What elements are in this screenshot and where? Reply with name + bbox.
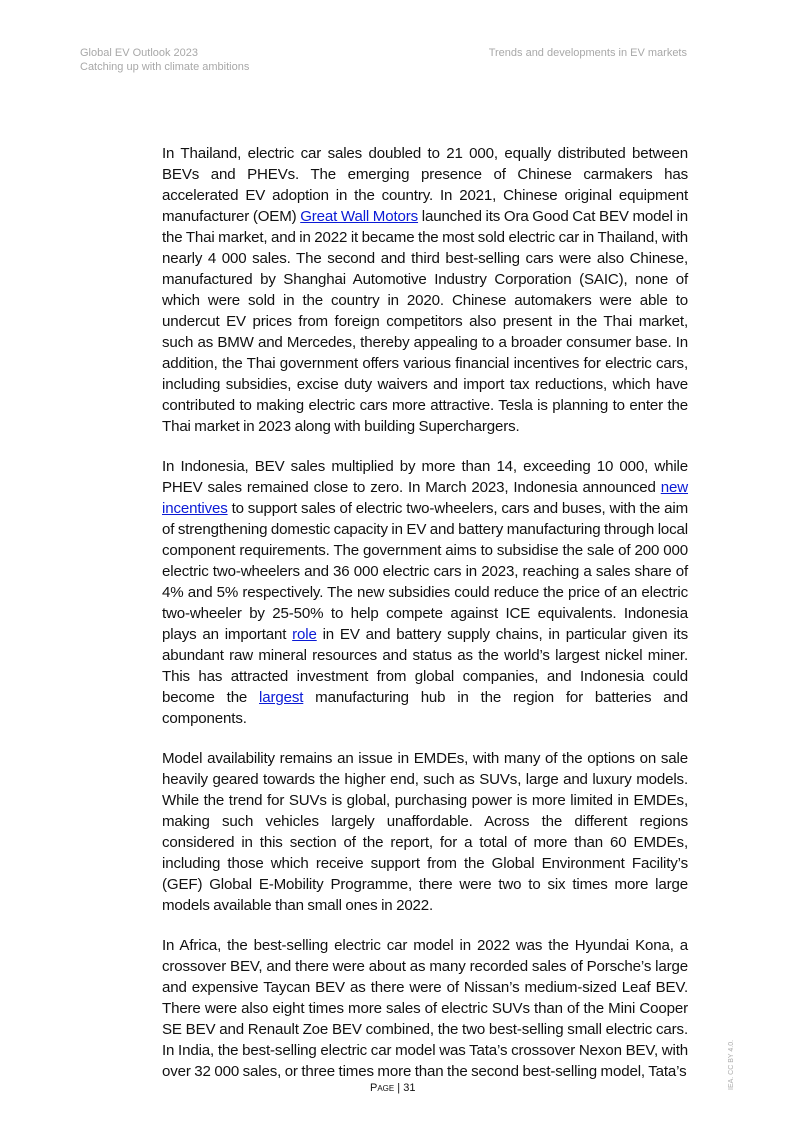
link-new-incentives[interactable]: new incentives bbox=[162, 479, 688, 517]
report-subtitle: Catching up with climate ambitions bbox=[80, 60, 250, 73]
text-segment: to support sales of electric two-wheelers, cars and buses, with the aim of strengthening domestic capacity in EV and battery manufacturing through local component requirements. The government aims to subsidise the sale of 200 000 electric two-wheelers and 36 000 electric cars in 2023, reaching a sales share of 4% and 5% respectively. The new subsidies could reduce the price of an electric two-wheeler by 25-50% to help compete against ICE equivalents. Indonesia plays an important bbox=[162, 500, 688, 643]
paragraph-indonesia bbox=[162, 456, 688, 729]
link-largest[interactable]: largest bbox=[259, 689, 304, 706]
page-label: Page bbox=[370, 1082, 395, 1094]
link-role[interactable]: role bbox=[292, 626, 317, 643]
running-header-left bbox=[80, 47, 249, 74]
text-segment: Model availability remains an issue in EMDEs, with many of the options on sale heavily geared towards the higher end, such as SUVs, large and luxury models. While the trend for SUVs is global, purchasing power is more limited in EMDEs, making such vehicles largely unaffordable. Across the different regions considered in this section of the report, for a total of more than 60 EMDEs, including those which receive support from the Global Environment Facility’s (GEF) Global E-Mobility Programme, there were two to six times more large models available than small ones in 2022. bbox=[162, 750, 688, 914]
text-segment: launched its Ora Good Cat BEV model in the Thai market, and in 2022 it became the most sold electric car in Thailand, with nearly 4 000 sales. The second and third best-selling cars were also Chinese, manufactured by Shanghai Automotive Industry Corporation (SAIC), none of which were sold in the country in 2020. Chinese automakers were able to undercut EV prices from foreign competitors also present in the Thai market, such as BMW and Mercedes, thereby appealing to a broader consumer base. In addition, the Thai government offers various financial incentives for electric cars, including subsidies, excise duty waivers and import tax reductions, which have contributed to making electric cars more attractive. Tesla is planning to enter the Thai market in 2023 along with building Superchargers. bbox=[162, 208, 688, 435]
text-segment: In Africa, the best-selling electric car model in 2022 was the Hyundai Kona, a crossover BEV, and there were about as many recorded sales of Porsche’s large and expensive Taycan BEV as there were of Nissan’s medium-sized Leaf BEV. There were also eight times more sales of electric SUVs than of the Mini Cooper SE BEV and Renault Zoe BEV combined, the two best-selling small electric cars. In India, the best-selling electric car model was Tata’s crossover Nexon BEV, with over 32 000 sales, or three times more than the second best-selling model, Tata’s bbox=[162, 937, 688, 1080]
text-segment: manufacturing hub in the region for batteries and components. bbox=[162, 689, 688, 727]
section-title: Trends and developments in EV markets bbox=[488, 47, 687, 59]
text-segment: In Thailand, electric car sales doubled to 21 000, equally distributed between BEVs and PHEVs. The emerging presence of Chinese carmakers has accelerated EV adoption in the country. In 2021, Chinese original equipment manufacturer (OEM) bbox=[162, 145, 688, 225]
page-footer: Page | 31 bbox=[370, 1082, 416, 1094]
body-text bbox=[162, 143, 688, 1101]
license-notice: IEA. CC BY 4.0. bbox=[728, 1039, 735, 1090]
paragraph-model-availability bbox=[162, 748, 688, 916]
page-number: 31 bbox=[403, 1082, 416, 1094]
text-segment: in EV and battery supply chains, in particular given its abundant raw mineral resources and status as the world’s largest nickel miner. This has attracted investment from global companies, and Indonesia could become the bbox=[162, 626, 688, 706]
paragraph-africa-india bbox=[162, 935, 688, 1082]
link-great-wall-motors[interactable]: Great Wall Motors bbox=[300, 208, 419, 225]
report-title: Global EV Outlook 2023 bbox=[80, 47, 199, 59]
text-segment: In Indonesia, BEV sales multiplied by more than 14, exceeding 10 000, while PHEV sales remained close to zero. In March 2023, Indonesia announced bbox=[162, 458, 688, 496]
paragraph-thailand bbox=[162, 143, 688, 437]
